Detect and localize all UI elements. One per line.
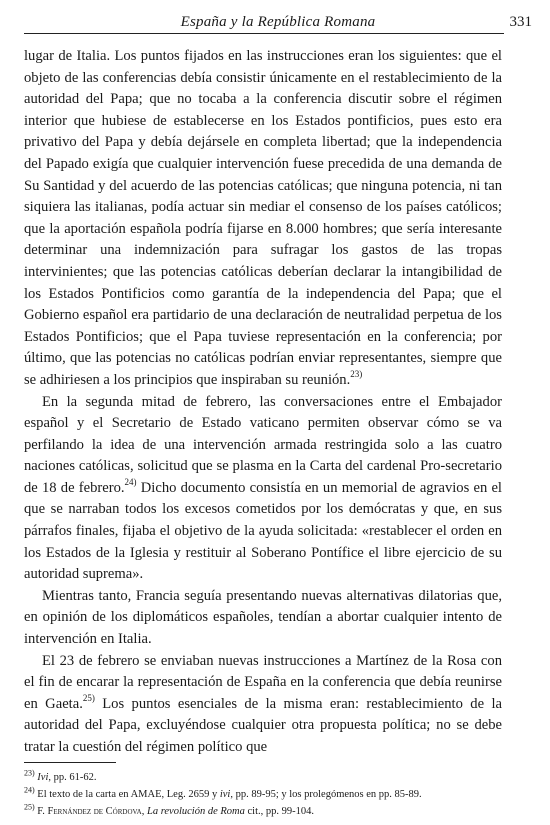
body-paragraph: [24, 651, 502, 759]
footnote-reference: 25): [82, 692, 95, 703]
footnote-text: ivi: [219, 789, 231, 800]
paragraph-text: En la segunda mitad de febrero, las conversaciones entre el Embajador español y el Secretario de Estado vaticano permiten observar cómo se va perfilando la idea de una intervención armada restringida solo a las cuatro naciones católicas, solicitud que se plasma en la Carta del cardenal Pro-secretario de 18 de febrero.: [24, 393, 502, 496]
footnote-text: El texto de la carta en AMAE, Leg. 2659 y: [37, 789, 220, 800]
footnote-text: cit., pp. 99-104.: [244, 806, 314, 817]
body-paragraph: [24, 392, 502, 586]
footnotes: [24, 768, 502, 822]
footnote-text: F. Fernández de Córdova: [37, 806, 142, 817]
paragraph-text: Mientras tanto, Francia seguía presentando nuevas alternativas dilatorias que, en opinión de los diplomáticos españoles, tendían a abortar cualquier intento de intervención en Italia.: [24, 587, 502, 648]
footnote-text: La revolución de Roma: [146, 806, 245, 817]
footnote: [24, 802, 502, 819]
footnote-number: 23): [24, 768, 35, 778]
footnote-text: ,: [141, 806, 147, 817]
paragraph-text: Dicho documento consistía en un memorial de agravios en el que se narraban todos los excesos cometidos por los demócratas y que, en sus párrafos finales, fijaba el objetivo de la ayuda solicitada: «restablecer el orden en los Estados de la Iglesia y restituir al Soberano Pontífice el libre ejercicio de su autoridad suprema».: [24, 479, 502, 583]
body-text: [24, 46, 502, 759]
header-rule: [24, 33, 504, 34]
page-number: 331: [509, 14, 532, 30]
footnote-separator: [24, 762, 116, 763]
body-paragraph: [24, 46, 502, 392]
running-title: España y la República Romana: [180, 14, 376, 30]
paragraph-text: El 23 de febrero se enviaban nuevas instrucciones a Martínez de la Rosa con el fin de encarar la representación de España en la conferencia que debía reunirse en Gaeta.: [24, 652, 502, 712]
paragraph-text: Los puntos esenciales de la misma eran: restablecimiento de la autoridad del Papa, excluyéndose cualquier otra propuesta política; no se debe tratar la cuestión del régimen político que: [24, 695, 502, 755]
footnote: [24, 785, 502, 802]
footnote-text: , pp. 61-62.: [48, 772, 97, 783]
page-header: [24, 14, 532, 34]
footnote-number: 24): [24, 785, 35, 795]
footnote-number: 25): [24, 802, 35, 812]
body-paragraph: [24, 586, 502, 651]
footnote-reference: 24): [124, 477, 137, 488]
footnote-reference: 23): [350, 369, 363, 380]
footnote-text: , pp. 89-95; y los prolegómenos en pp. 85-89.: [230, 789, 422, 800]
paragraph-text: lugar de Italia. Los puntos fijados en las instrucciones eran los siguientes: que el objeto de las conferencias debía consistir únicamente en el restablecimiento de la autoridad del Papa; que no tocaba a la conferencia discutir sobre el régimen interior que hubiese de establecerse en los Estados pontificios, pues esto era privativo del Papa y debía dejársele en completa libertad; que la independencia del Papado exigía que cualquier intervención fuese precedida de una demanda de Su Santidad y del acuerdo de las potencias católicas; que ninguna potencia, ni tan siquiera las italianas, podía actuar sin mediar el consenso de los países católicos; que la aportación española podría fijarse en 8.000 hombres; que sería interesante determinar una indemnización para sufragar los gastos de las tropas intervinientes; que las potencias católicas deberían declarar la intangibilidad de los Estados Pontificios como garantía de la independencia del Papa; que el Gobierno español era partidario de una declaración de neutralidad perpetua de los Estados Pontificios; que el Papa tuviese representación en la conferencia; por último, que las potencias no católicas podrían enviar representantes, siempre que se adhiriesen a los principios que inspiraban su reunión.: [24, 48, 502, 388]
footnote: [24, 768, 502, 785]
footnote-text: Ivi: [37, 772, 49, 783]
